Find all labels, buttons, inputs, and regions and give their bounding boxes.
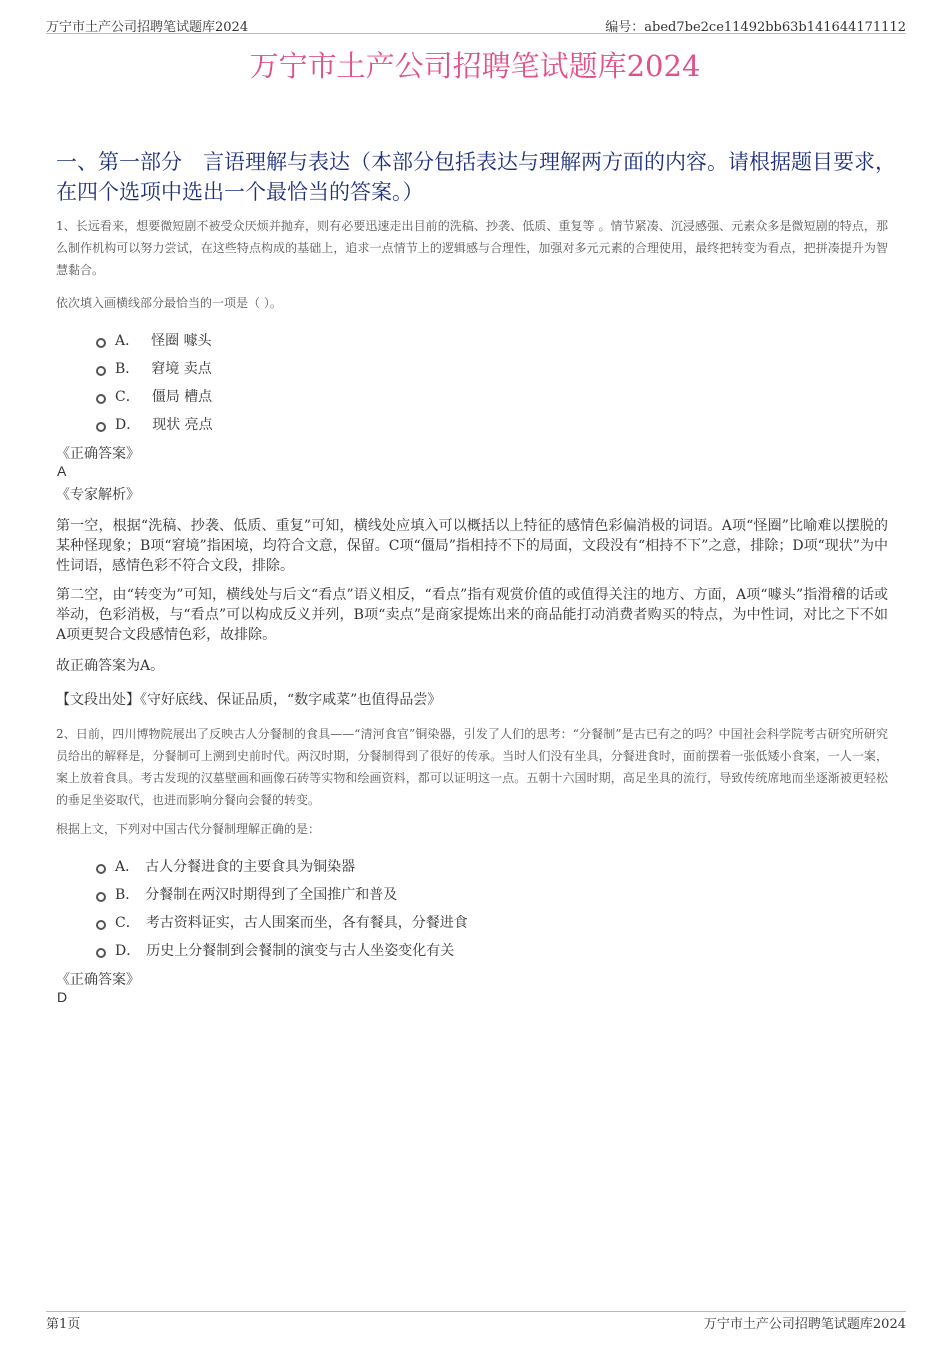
option-letter: A． [115,859,140,875]
q1-option-a[interactable] [96,330,212,350]
option-letter: D． [115,417,141,433]
q1-answer: A [57,463,67,479]
header-left: 万宁市土产公司招聘笔试题库2024 [46,20,249,35]
q1-option-b[interactable] [96,358,212,378]
radio-icon[interactable] [96,394,106,404]
q2-answer: D [57,989,68,1005]
q1-analysis-paragraph: 第二空，由“转变为”可知，横线处与后文“看点”语义相反，“看点”指有观赏价值的或值得关注的地方、方面，A项“噱头”指滑稽的话或举动，色彩消极，与“看点”可以构成反义并列，B项“卖点”是商家提炼出来的商品能打动消费者购买的特点，为中性词，对比之下不如A项更契合文段感情色彩，故排除。 [56,587,888,643]
option-letter: A． [115,333,140,349]
q1-option-d[interactable] [96,414,213,434]
header-divider [46,33,906,34]
q1-option-c[interactable] [96,386,212,406]
footer-page-number: 第1页 [46,1317,81,1332]
question-1-text: 1、长远看来，想要微短剧不被受众厌烦并抛弃，则有必要迅速走出目前的洗稿、抄袭、低质、重复等 。情节紧凑、沉浸感强、元素众多是微短剧的特点，那么制作机构可以努力尝试，在这些特点构成的基础上，追求一点情节上的逻辑感与合理性，加强对多元元素的合理使用，最终把转变为看点，把拼凑提升为智慧黏合。 [56,219,888,277]
q1-source: 【文段出处】《守好底线、保证品质，“数字咸菜”也值得品尝》 [56,692,442,708]
document-title: 万宁市土产公司招聘笔试题库2024 [249,49,701,83]
option-letter: B． [115,361,140,377]
q2-answer-label: 《正确答案》 [56,972,140,988]
option-letter: B． [115,887,140,903]
q1-analysis-conclusion: 故正确答案为A。 [56,658,165,674]
radio-icon[interactable] [96,948,106,958]
radio-icon[interactable] [96,892,106,902]
option-text: 僵局 槽点 [151,389,213,405]
option-letter: C． [115,389,140,405]
section-title: 一、第一部分 言语理解与表达（本部分包括表达与理解两方面的内容。请根据题目要求，在四个选项中选出一个最恰当的答案。） [56,150,896,204]
question-2-prompt: 根据上文，下列对中国古代分餐制理解正确的是： [56,822,321,836]
radio-icon[interactable] [96,366,106,376]
q2-option-c[interactable] [96,912,468,932]
header-doc-number: 编号：abed7be2ce11492bb63b141644171112 [605,20,906,35]
option-letter: D． [115,943,141,959]
option-text: 古人分餐进食的主要食具为铜染器 [145,859,356,875]
question-1-prompt: 依次填入画横线部分最恰当的一项是（ ）。 [56,296,282,310]
option-text: 考古资料证实，古人围案而坐，各有餐具，分餐进食 [145,915,468,931]
option-text: 历史上分餐制到会餐制的演变与古人坐姿变化有关 [146,943,455,959]
option-text: 现状 亮点 [152,417,213,433]
q2-option-d[interactable] [96,940,454,960]
radio-icon[interactable] [96,864,106,874]
radio-icon[interactable] [96,338,106,348]
question-2-text: 2、日前，四川博物院展出了反映古人分餐制的食具——“清河食官”铜染器，引发了人们的思考：“分餐制”是古已有之的吗？中国社会科学院考古研究所研究员给出的解释是，分餐制可上溯到史前时代。两汉时期，分餐制得到了很好的传承。当时人们没有坐具，分餐进食时，面前摆着一张低矮小食案，一人一案，案上放着食具。考古发现的汉墓壁画和画像石砖等实物和绘画资料，都可以证明这一点。五朝十六国时期，高足坐具的流行，导致传统席地而坐逐渐被更轻松的垂足坐姿取代，也进而影响分餐向会餐的转变。 [56,727,888,807]
q2-option-a[interactable] [96,856,355,876]
radio-icon[interactable] [96,920,106,930]
option-letter: C． [115,915,140,931]
q1-analysis-paragraph: 第一空，根据“洗稿、抄袭、低质、重复”可知，横线处应填入可以概括以上特征的感情色彩偏消极的词语。A项“怪圈”比喻难以摆脱的某种怪现象；B项“窘境”指困境，均符合文意，保留。C项“僵局”指相持不下的局面，文段没有“相持不下”之意，排除；D项“现状”为中性词语，感情色彩不符合文段，排除。 [56,518,888,574]
q1-analysis-label: 《专家解析》 [56,487,140,503]
option-text: 窘境 卖点 [151,361,212,377]
footer-divider [46,1311,906,1312]
radio-icon[interactable] [96,422,106,432]
footer-doc-title: 万宁市土产公司招聘笔试题库2024 [703,1317,906,1332]
q1-answer-label: 《正确答案》 [56,446,140,462]
option-text: 怪圈 噱头 [151,333,212,349]
option-text: 分餐制在两汉时期得到了全国推广和普及 [145,887,398,903]
q2-option-b[interactable] [96,884,397,904]
